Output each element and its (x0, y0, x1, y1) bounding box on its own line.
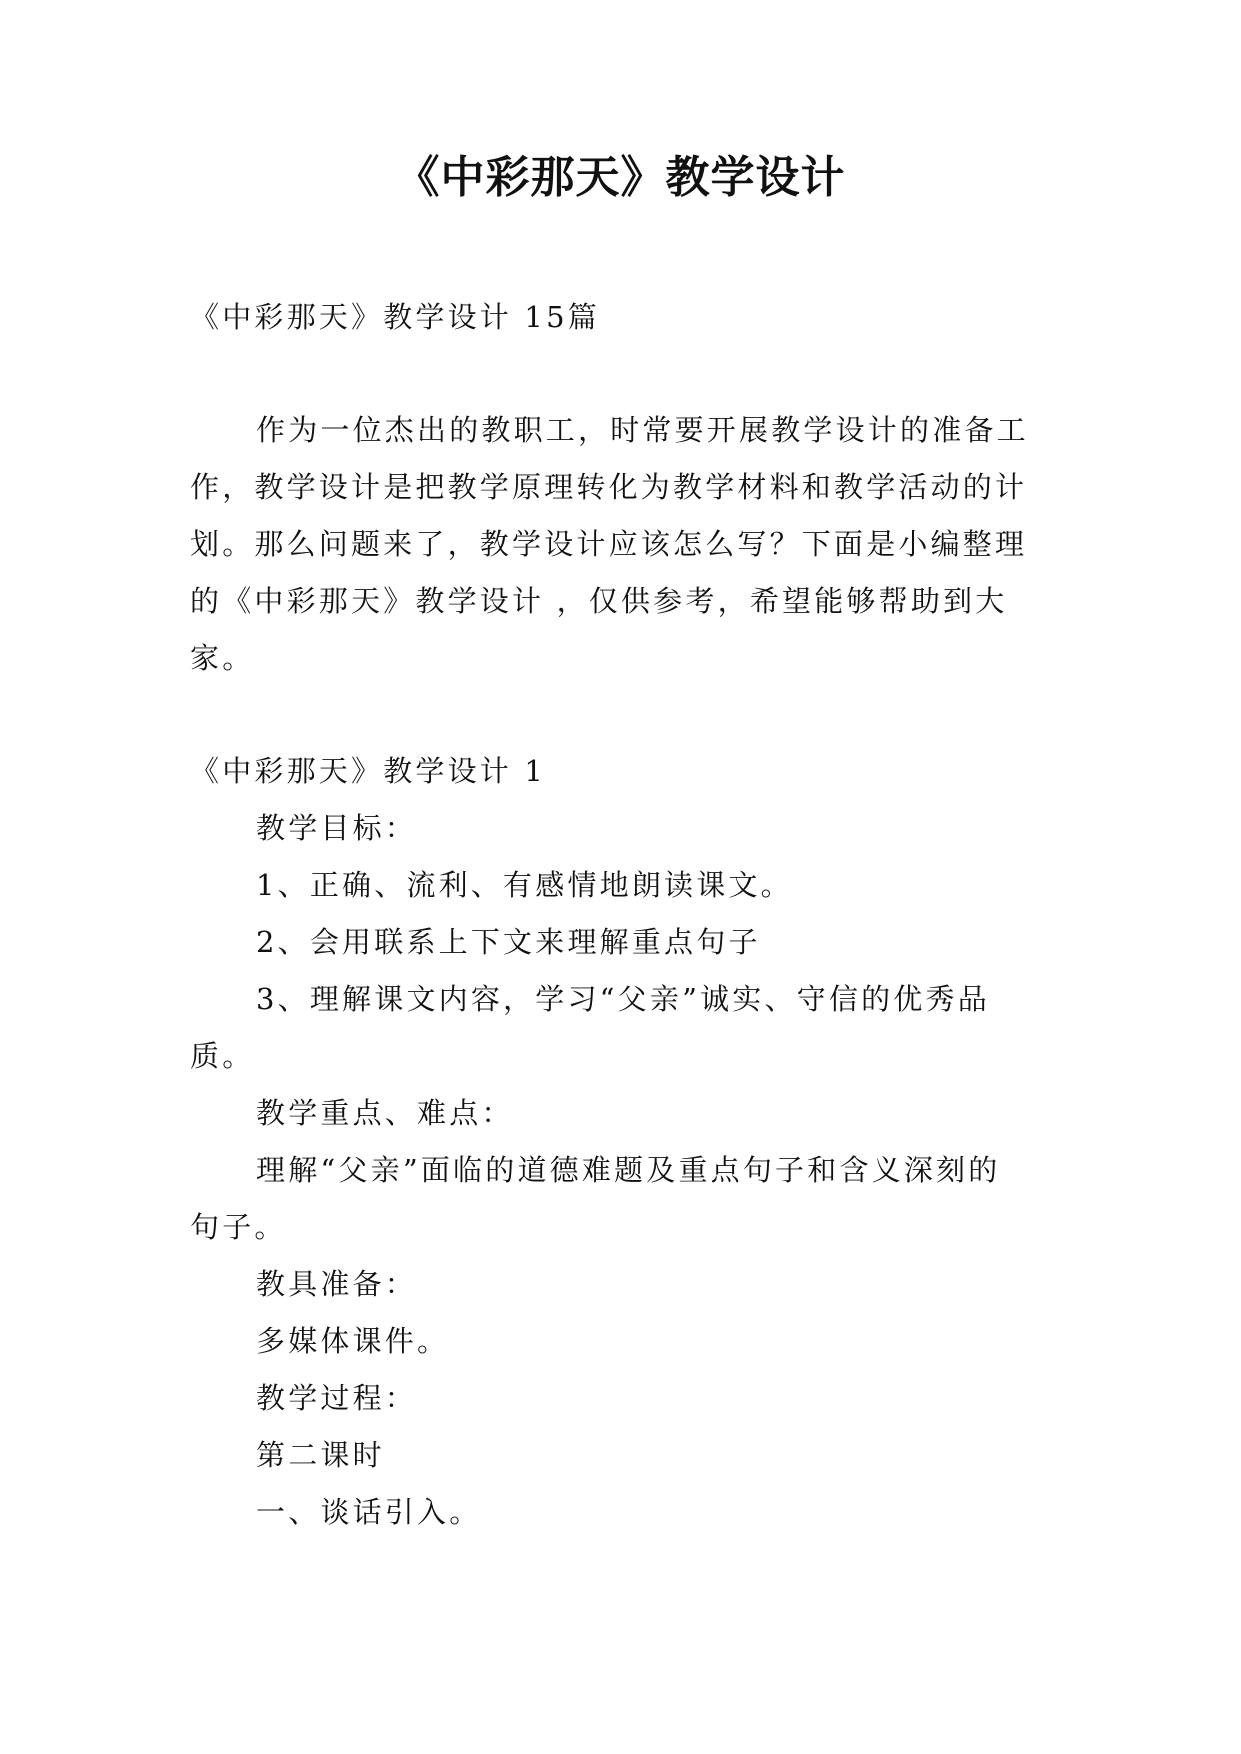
body-line: 理解“父亲”面临的道德难题及重点句子和含义深刻的 (256, 1153, 1001, 1187)
body-line: 教学重点、难点： (256, 1096, 514, 1130)
body-line: 一、谈话引入。 (256, 1495, 482, 1529)
body-line: 3、理解课文内容，学习“父亲”诚实、守信的优秀品 (256, 982, 990, 1016)
intro-line: 的《中彩那天》教学设计 ，仅供参考，希望能够帮助到大 (190, 584, 1008, 618)
intro-line: 作为一位杰出的教职工，时常要开展教学设计的准备工 (256, 413, 1029, 447)
document-title: 《中彩那天》教学设计 (395, 152, 846, 203)
intro-line: 家。 (190, 641, 255, 675)
body-line: 句子。 (190, 1210, 287, 1244)
section-heading: 《中彩那天》教学设计 1 (190, 754, 547, 788)
document-subtitle: 《中彩那天》教学设计 15篇 (190, 300, 600, 334)
body-line: 教具准备： (256, 1267, 418, 1301)
intro-line: 划。那么问题来了，教学设计应该怎么写？下面是小编整理 (190, 527, 1028, 561)
intro-line: 作，教学设计是把教学原理转化为教学材料和教学活动的计 (190, 470, 1028, 504)
body-line: 教学过程： (256, 1381, 418, 1415)
body-line: 教学目标： (256, 811, 418, 845)
body-line: 第二课时 (256, 1438, 385, 1472)
body-line: 2、会用联系上下文来理解重点句子 (256, 925, 761, 959)
body-line: 多媒体课件。 (256, 1324, 450, 1358)
body-line: 质。 (190, 1039, 255, 1073)
body-line: 1、正确、流利、有感情地朗读课文。 (256, 868, 793, 902)
